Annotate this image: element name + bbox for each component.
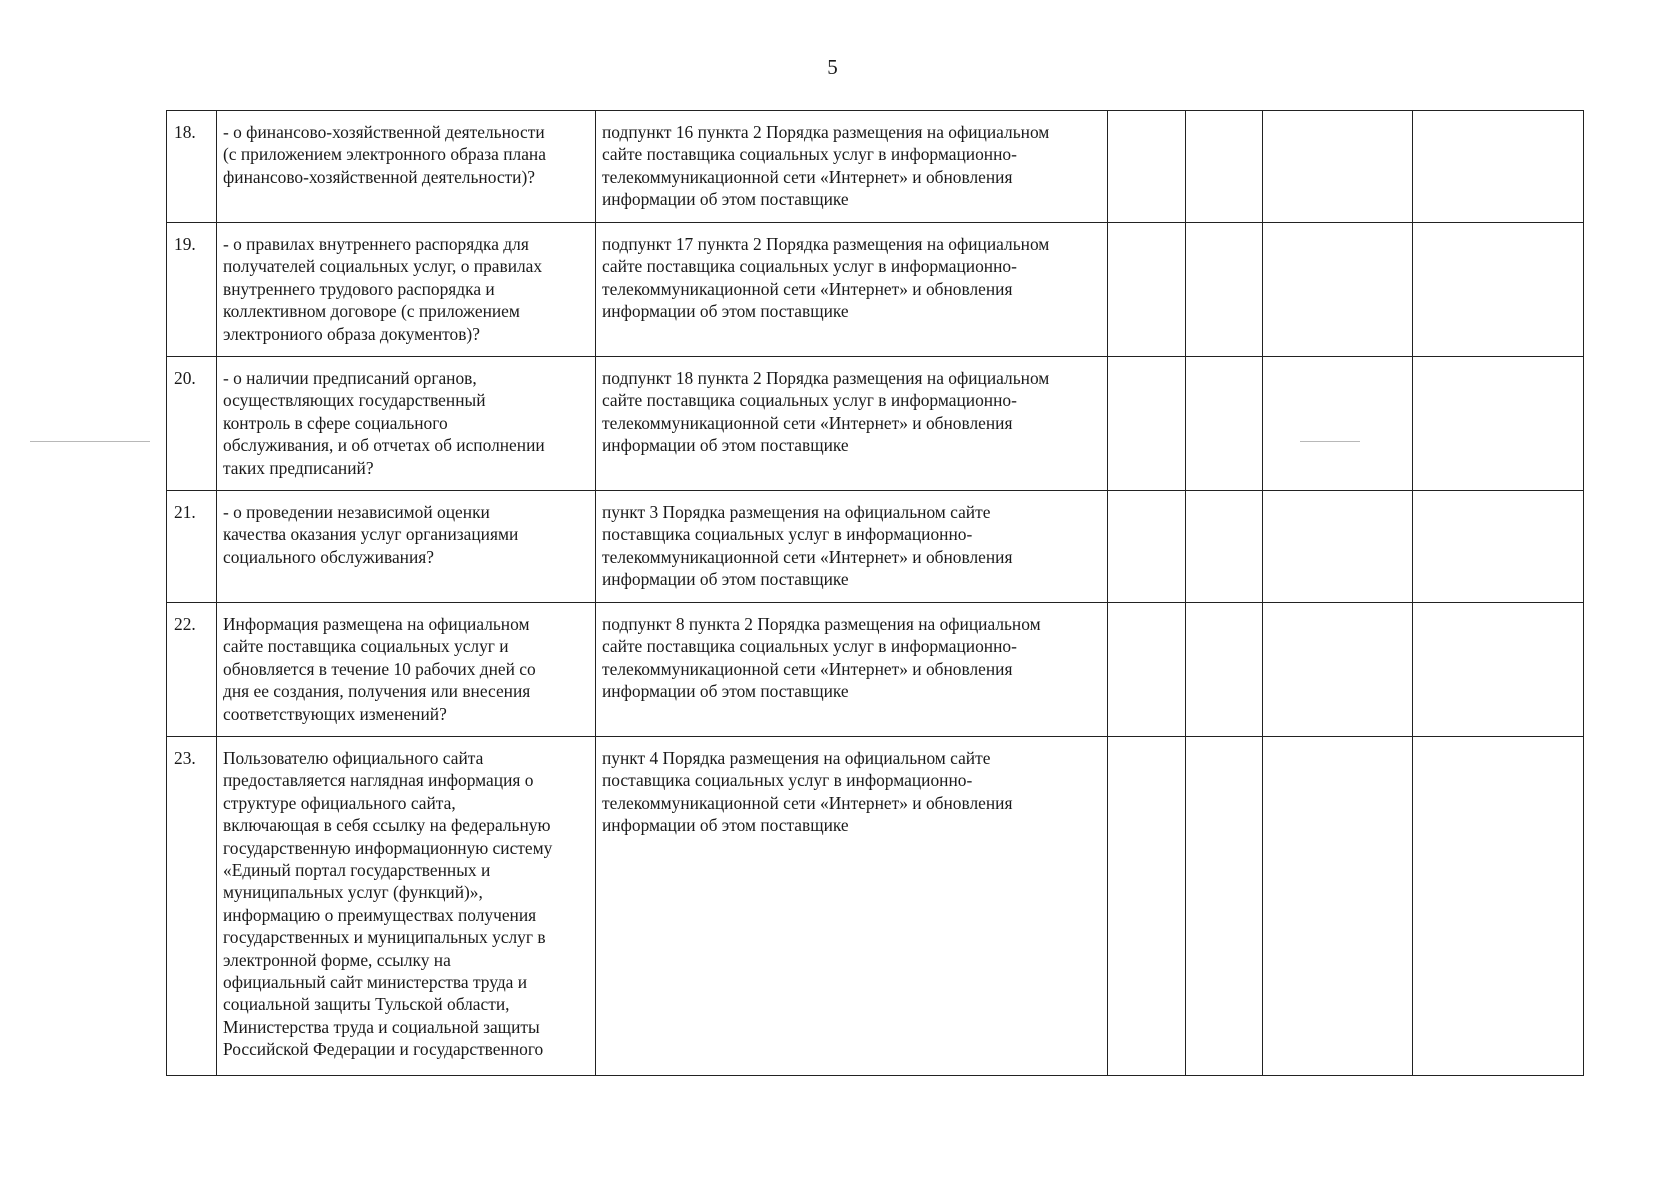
reference-cell: подпункт 17 пункта 2 Порядка размещения на официальном сайте поставщика социальных услуг в информационно- телекоммуникационной сети «Интернет» и обновления информации об этом поставщике xyxy=(596,223,1108,357)
answer-no-cell xyxy=(1186,223,1263,357)
answer-na-cell xyxy=(1263,491,1413,603)
scan-artifact xyxy=(1300,441,1360,442)
answer-yes-cell xyxy=(1108,223,1186,357)
row-number: 21. xyxy=(167,491,217,603)
notes-cell xyxy=(1413,737,1584,1076)
notes-cell xyxy=(1413,603,1584,737)
question-cell: - о наличии предписаний органов, осуществляющих государственный контроль в сфере социального обслуживания, и об отчетах об исполнении таких предписаний? xyxy=(217,357,596,491)
notes-cell xyxy=(1413,491,1584,603)
row-number: 23. xyxy=(167,737,217,1076)
notes-cell xyxy=(1413,357,1584,491)
answer-yes-cell xyxy=(1108,491,1186,603)
answer-yes-cell xyxy=(1108,357,1186,491)
answer-no-cell xyxy=(1186,111,1263,223)
table-row xyxy=(167,737,1584,1076)
row-number: 18. xyxy=(167,111,217,223)
table-row xyxy=(167,223,1584,357)
table-row xyxy=(167,491,1584,603)
reference-cell: пункт 3 Порядка размещения на официальном сайте поставщика социальных услуг в информационно- телекоммуникационной сети «Интернет» и обновления информации об этом поставщике xyxy=(596,491,1108,603)
reference-cell: пункт 4 Порядка размещения на официальном сайте поставщика социальных услуг в информационно- телекоммуникационной сети «Интернет» и обновления информации об этом поставщике xyxy=(596,737,1108,1076)
reference-cell: подпункт 18 пункта 2 Порядка размещения на официальном сайте поставщика социальных услуг в информационно- телекоммуникационной сети «Интернет» и обновления информации об этом поставщике xyxy=(596,357,1108,491)
question-cell: - о правилах внутреннего распорядка для получателей социальных услуг, о правилах внутреннего трудового распорядка и коллективном договоре (с приложением электрониого образа документов)? xyxy=(217,223,596,357)
answer-no-cell xyxy=(1186,603,1263,737)
checklist-table xyxy=(166,110,1584,1076)
question-cell: - о проведении независимой оценки качества оказания услуг организациями социального обслуживания? xyxy=(217,491,596,603)
answer-na-cell xyxy=(1263,111,1413,223)
answer-na-cell xyxy=(1263,603,1413,737)
answer-yes-cell xyxy=(1108,737,1186,1076)
notes-cell xyxy=(1413,223,1584,357)
question-cell: - о финансово-хозяйственной деятельности (с приложением электронного образа плана финансово-хозяйственной деятельности)? xyxy=(217,111,596,223)
answer-na-cell xyxy=(1263,223,1413,357)
row-number: 20. xyxy=(167,357,217,491)
table-row xyxy=(167,357,1584,491)
scan-artifact xyxy=(30,441,150,442)
table-row xyxy=(167,111,1584,223)
row-number: 19. xyxy=(167,223,217,357)
question-cell: Пользователю официального сайта предоставляется наглядная информация о структуре официального сайта, включающая в себя ссылку на федеральную государственную информационную систему «Единый портал государственных и муниципальных услуг (функций)», информацию о преимуществах получения государственных и муниципальных услуг в электронной форме, ссылку на официальный сайт министерства труда и социальной защиты Тульской области, Министерства труда и социальной защиты Российской Федерации и государственного xyxy=(217,737,596,1076)
answer-yes-cell xyxy=(1108,603,1186,737)
answer-no-cell xyxy=(1186,491,1263,603)
answer-yes-cell xyxy=(1108,111,1186,223)
answer-na-cell xyxy=(1263,737,1413,1076)
page-number: 5 xyxy=(827,55,838,79)
answer-no-cell xyxy=(1186,357,1263,491)
notes-cell xyxy=(1413,111,1584,223)
answer-na-cell xyxy=(1263,357,1413,491)
answer-no-cell xyxy=(1186,737,1263,1076)
reference-cell: подпункт 8 пункта 2 Порядка размещения на официальном сайте поставщика социальных услуг в информационно- телекоммуникационной сети «Интернет» и обновления информации об этом поставщике xyxy=(596,603,1108,737)
row-number: 22. xyxy=(167,603,217,737)
question-cell: Информация размещена на официальном сайте поставщика социальных услуг и обновляется в течение 10 рабочих дней со дня ее создания, получения или внесения соответствующих изменений? xyxy=(217,603,596,737)
table-row xyxy=(167,603,1584,737)
reference-cell: подпункт 16 пункта 2 Порядка размещения на официальном сайте поставщика социальных услуг в информационно- телекоммуникационной сети «Интернет» и обновления информации об этом поставщике xyxy=(596,111,1108,223)
